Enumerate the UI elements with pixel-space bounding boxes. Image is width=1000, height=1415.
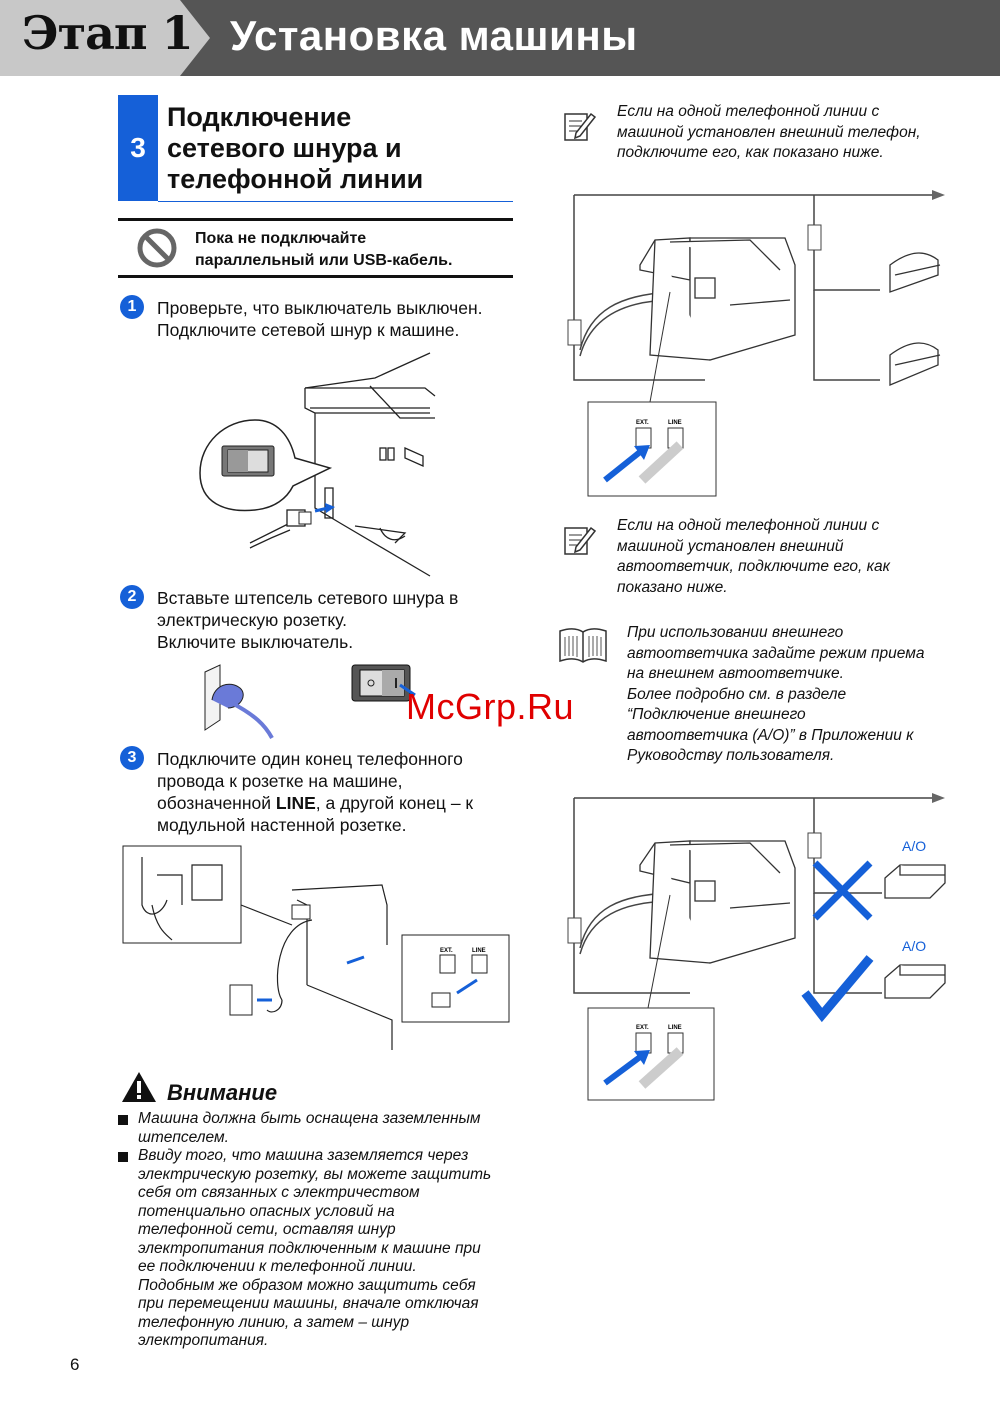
warning-triangle-icon — [120, 1070, 158, 1104]
warning-line: параллельный или USB-кабель. — [195, 252, 453, 269]
caution-line: телефонную линию, а затем – шнур — [138, 1313, 410, 1331]
page-title: Установка машины — [230, 12, 638, 59]
page-number: 6 — [70, 1355, 80, 1374]
ext-port-label: EXT. — [636, 420, 649, 426]
step-line: Вставьте штепсель сетевого шнура в — [157, 588, 459, 608]
step-line: провода к розетке на машине, — [157, 771, 403, 791]
watermark: McGrp.Ru — [406, 686, 575, 727]
socket-and-switch-illustration — [200, 660, 430, 740]
caution-bullet-square — [118, 1113, 128, 1125]
note-line: автоответчик, подключите его, как — [617, 558, 890, 575]
caution-line: электрическую розетку, вы можете защитить — [138, 1165, 492, 1183]
step-bullet: 2 — [120, 585, 144, 609]
note-line: Руководству пользователя. — [627, 747, 835, 764]
line-port-label: LINE — [472, 948, 486, 954]
step-text-part: , а другой конец – к — [315, 793, 474, 813]
caution-line: Машина должна быть оснащена заземленным — [138, 1110, 481, 1127]
note-pencil-icon — [562, 522, 596, 556]
step-line: электрическую розетку. — [157, 610, 348, 630]
step-line: Включите выключатель. — [157, 632, 354, 652]
ao-label: A/O — [902, 938, 927, 954]
note-text — [617, 516, 987, 598]
power-switch-illustration — [195, 348, 440, 580]
ao-label: A/O — [902, 838, 927, 854]
note-line: При использовании внешнего — [627, 624, 844, 641]
phone-line-illustration — [122, 845, 512, 1055]
caution-line: электропитания. — [138, 1332, 269, 1349]
step-line: Подключите один конец телефонного — [157, 749, 463, 769]
stage-label: Этап 1 — [22, 6, 193, 60]
caution-line: Ввиду того, что машина заземляется через — [138, 1147, 469, 1164]
step-line: модульной настенной розетке. — [157, 815, 407, 835]
step-bullet: 3 — [120, 746, 144, 770]
caution-title: Внимание — [167, 1080, 278, 1105]
caution-bullet-square — [118, 1150, 128, 1162]
line-port-label: LINE — [668, 420, 682, 426]
note-line: Если на одной телефонной линии с — [617, 517, 880, 534]
step-text — [157, 587, 517, 653]
caution-item — [138, 1110, 518, 1147]
note-line: машиной установлен внешний телефон, — [617, 123, 921, 141]
step-text-part: обозначенной — [157, 793, 276, 813]
step-bullet: 1 — [120, 295, 144, 319]
note-line: показано ниже. — [617, 578, 728, 596]
warning-text — [195, 228, 515, 272]
section-title-line: сетевого шнура и — [167, 133, 402, 163]
caution-line: при перемещении машины, вначале отключая — [138, 1295, 479, 1312]
note-line: автоответчика (A/O)” в Приложении к — [627, 726, 914, 744]
prohibited-icon — [136, 227, 178, 269]
external-phone-diagram — [560, 180, 950, 500]
note-line: “Подключение внешнего — [627, 706, 806, 723]
line-keyword: LINE — [275, 793, 316, 813]
step-text — [157, 297, 517, 341]
answering-machine-diagram — [560, 783, 950, 1101]
step-text — [157, 748, 517, 836]
warning-line: Пока не подключайте — [195, 230, 367, 247]
ext-port-label: EXT. — [636, 1025, 649, 1031]
note-line: машиной установлен внешний — [617, 537, 844, 555]
note-line: Более подробно см. в разделе — [627, 685, 847, 703]
section-title-line: телефонной линии — [167, 164, 424, 194]
book-icon — [557, 625, 609, 665]
caution-line: Подобным же образом можно защитить себя — [138, 1276, 476, 1294]
note-line: на внешнем автоответчике. — [627, 665, 844, 682]
note-line: автоответчика задайте режим приема — [627, 644, 925, 662]
section-number: 3 — [118, 95, 158, 201]
section-underline — [158, 201, 513, 202]
caution-line: штепселем. — [138, 1128, 229, 1146]
line-port-label: LINE — [668, 1025, 682, 1031]
caution-item — [138, 1147, 518, 1351]
warning-rule-top — [118, 218, 513, 221]
note-line: подключите его, как показано ниже. — [617, 144, 884, 161]
section-title — [167, 102, 507, 195]
step-line — [157, 792, 517, 814]
caution-line: себя от связанных с электричеством — [138, 1184, 420, 1201]
warning-rule-bottom — [118, 275, 513, 278]
note-text — [627, 623, 992, 767]
caution-line: электропитания подключенным к машине при — [138, 1239, 481, 1257]
note-pencil-icon — [562, 108, 596, 142]
ext-port-label: EXT. — [440, 948, 453, 954]
note-text — [617, 102, 987, 164]
section-title-line: Подключение — [167, 102, 352, 132]
step-line: Подключите сетевой шнур к машине. — [157, 320, 460, 340]
note-line: Если на одной телефонной линии с — [617, 103, 880, 120]
step-line: Проверьте, что выключатель выключен. — [157, 298, 483, 318]
caution-line: ее подключении к телефонной линии. — [138, 1258, 417, 1275]
caution-line: потенциально опасных условий на — [138, 1202, 395, 1220]
caution-line: телефонной сети, оставляя шнур — [138, 1221, 396, 1238]
